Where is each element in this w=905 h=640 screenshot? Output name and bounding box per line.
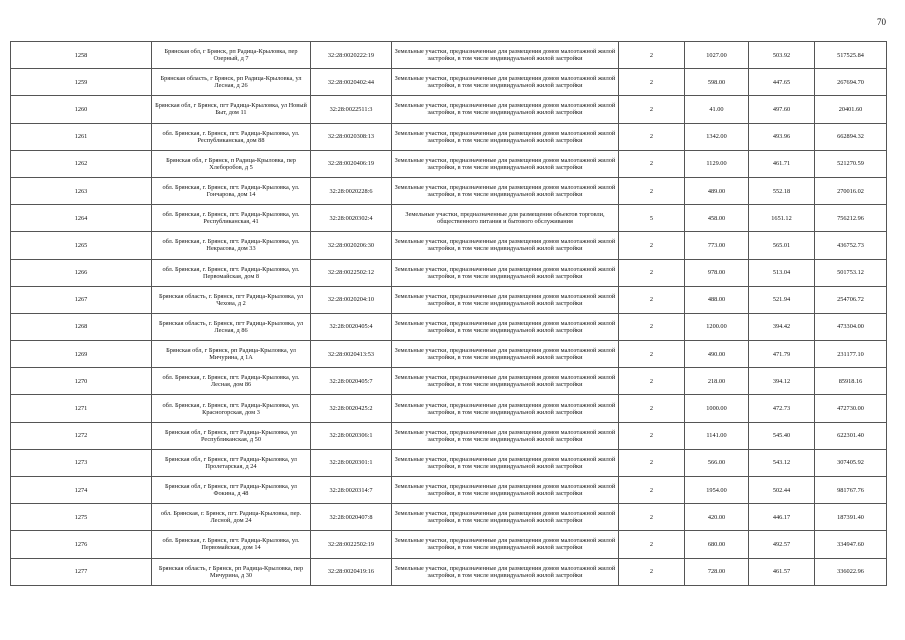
cadastral-value-cell: 622301.40 bbox=[815, 422, 887, 449]
cadastral-value-cell: 334947.60 bbox=[815, 531, 887, 558]
group-cell: 2 bbox=[619, 341, 685, 368]
address-cell: Брянская обл, г Брянск, пгт Радица-Крыловка, ул Фокина, д 48 bbox=[152, 477, 311, 504]
land-use-cell bbox=[392, 123, 619, 150]
address-cell: обл. Брянская, г. Брянск, пгт. Радица-Крыловка, ул. Первомайская, дом 14 bbox=[152, 531, 311, 558]
cadastral-number-cell: 32:28:0020406:19 bbox=[311, 150, 392, 177]
specific-value-cell: 565.01 bbox=[749, 232, 815, 259]
area-cell: 728.00 bbox=[685, 558, 749, 585]
group-cell: 2 bbox=[619, 259, 685, 286]
address-cell: обл. Брянская, г. Брянск, пгт. Радица-Крыловка, ул. Красногорская, дом 3 bbox=[152, 395, 311, 422]
land-use-text: Земельные участки, предназначенные для размещения домов малоэтажной жилой застройки, в том числе индивидуальной жилой застройки bbox=[394, 156, 616, 171]
cadastral-number-cell: 32:28:0020405:7 bbox=[311, 368, 392, 395]
cadastral-value-cell: 307405.92 bbox=[815, 449, 887, 476]
address-cell: обл. Брянская, г. Брянск, пгт. Радица-Крыловка, ул. Первомайская, дом 8 bbox=[152, 259, 311, 286]
group-cell: 2 bbox=[619, 177, 685, 204]
cadastral-number-cell: 32:28:0020222:19 bbox=[311, 42, 392, 69]
address-cell: Брянская обл, г Брянск, пгт Радица-Крыловка, ул Республиканская, д 50 bbox=[152, 422, 311, 449]
cadastral-number-cell: 32:28:0020405:4 bbox=[311, 313, 392, 340]
specific-value-cell: 394.42 bbox=[749, 313, 815, 340]
specific-value-cell: 521.94 bbox=[749, 286, 815, 313]
land-use-cell bbox=[392, 341, 619, 368]
land-use-text: Земельные участки, предназначенные для размещения домов малоэтажной жилой застройки, в том числе индивидуальной жилой застройки bbox=[394, 401, 616, 416]
table-row bbox=[11, 96, 887, 123]
area-cell: 1000.00 bbox=[685, 395, 749, 422]
land-use-cell bbox=[392, 531, 619, 558]
table-row bbox=[11, 477, 887, 504]
table-row bbox=[11, 531, 887, 558]
group-cell: 2 bbox=[619, 422, 685, 449]
cadastral-value-cell: 501753.12 bbox=[815, 259, 887, 286]
group-cell: 5 bbox=[619, 205, 685, 232]
address-cell: Брянская обл, г Брянск, пгт Радица-Крыловка, ул Пролетарская, д 24 bbox=[152, 449, 311, 476]
cadastral-number-cell: 32:28:0020314:7 bbox=[311, 477, 392, 504]
specific-value-cell: 492.57 bbox=[749, 531, 815, 558]
group-cell: 2 bbox=[619, 313, 685, 340]
land-use-cell bbox=[392, 96, 619, 123]
cadastral-value-cell: 473304.00 bbox=[815, 313, 887, 340]
table-row bbox=[11, 205, 887, 232]
specific-value-cell: 394.12 bbox=[749, 368, 815, 395]
specific-value-cell: 472.73 bbox=[749, 395, 815, 422]
row-number-cell: 1259 bbox=[11, 69, 152, 96]
address-cell: обл. Брянская, г. Брянск, пгт. Радица-Крыловка, ул. Гончарова, дом 14 bbox=[152, 177, 311, 204]
row-number-cell: 1261 bbox=[11, 123, 152, 150]
table-row bbox=[11, 69, 887, 96]
cadastral-value-cell: 436752.73 bbox=[815, 232, 887, 259]
group-cell: 2 bbox=[619, 69, 685, 96]
specific-value-cell: 447.65 bbox=[749, 69, 815, 96]
cadastral-number-cell: 32:28:0020419:16 bbox=[311, 558, 392, 585]
row-number-cell: 1274 bbox=[11, 477, 152, 504]
cadastral-value-cell: 187391.40 bbox=[815, 504, 887, 531]
table-row bbox=[11, 259, 887, 286]
cadastral-value-cell: 756212.96 bbox=[815, 205, 887, 232]
group-cell: 2 bbox=[619, 42, 685, 69]
address-cell: Брянская обл, г Брянск, рп Радица-Крыловка, ул Мичурина, д 1А bbox=[152, 341, 311, 368]
land-use-text: Земельные участки, предназначенные для размещения домов малоэтажной жилой застройки, в том числе индивидуальной жилой застройки bbox=[394, 374, 616, 389]
row-number-cell: 1263 bbox=[11, 177, 152, 204]
land-use-text: Земельные участки, предназначенные для размещения домов малоэтажной жилой застройки, в том числе индивидуальной жилой застройки bbox=[394, 510, 616, 525]
specific-value-cell: 461.57 bbox=[749, 558, 815, 585]
address-cell: Брянская обл, г Брянск, пгт Радица-Крыловка, ул Новый Быт, дом 11 bbox=[152, 96, 311, 123]
cadastral-value-cell: 521270.59 bbox=[815, 150, 887, 177]
cadastral-number-cell: 32:28:0022511:3 bbox=[311, 96, 392, 123]
cadastral-value-cell: 981767.76 bbox=[815, 477, 887, 504]
row-number-cell: 1276 bbox=[11, 531, 152, 558]
land-use-text: Земельные участки, предназначенные для размещения домов малоэтажной жилой застройки, в том числе индивидуальной жилой застройки bbox=[394, 292, 616, 307]
address-cell: обл. Брянская, г. Брянск, пгт. Радица-Крыловка, ул. Республиканская, дом 88 bbox=[152, 123, 311, 150]
address-cell: Брянская обл, г Брянск, п Радица-Крыловка, пер Хлеборобов, д 5 bbox=[152, 150, 311, 177]
address-cell: Брянская область, г. Брянск, пгт Радица-Крыловка, ул Чехова, д 2 bbox=[152, 286, 311, 313]
cadastral-value-cell: 85918.16 bbox=[815, 368, 887, 395]
cadastral-value-cell: 662894.32 bbox=[815, 123, 887, 150]
area-cell: 566.00 bbox=[685, 449, 749, 476]
land-use-cell bbox=[392, 558, 619, 585]
land-use-text: Земельные участки, предназначенные для размещения домов малоэтажной жилой застройки, в том числе индивидуальной жилой застройки bbox=[394, 184, 616, 199]
table-row bbox=[11, 422, 887, 449]
group-cell: 2 bbox=[619, 477, 685, 504]
land-use-cell bbox=[392, 42, 619, 69]
area-cell: 41.00 bbox=[685, 96, 749, 123]
table-row bbox=[11, 395, 887, 422]
specific-value-cell: 503.92 bbox=[749, 42, 815, 69]
land-use-cell bbox=[392, 69, 619, 96]
cadastral-number-cell: 32:28:0020413:53 bbox=[311, 341, 392, 368]
land-use-text: Земельные участки, предназначенные для размещения домов малоэтажной жилой застройки, в том числе индивидуальной жилой застройки bbox=[394, 455, 616, 470]
cadastral-number-cell: 32:28:0020402:44 bbox=[311, 69, 392, 96]
land-use-text: Земельные участки, предназначенные для размещения домов малоэтажной жилой застройки, в том числе индивидуальной жилой застройки bbox=[394, 428, 616, 443]
area-cell: 1342.00 bbox=[685, 123, 749, 150]
group-cell: 2 bbox=[619, 123, 685, 150]
land-use-cell bbox=[392, 177, 619, 204]
area-cell: 420.00 bbox=[685, 504, 749, 531]
area-cell: 1027.00 bbox=[685, 42, 749, 69]
land-use-cell bbox=[392, 150, 619, 177]
specific-value-cell: 493.96 bbox=[749, 123, 815, 150]
cadastral-value-cell: 336022.96 bbox=[815, 558, 887, 585]
row-number-cell: 1272 bbox=[11, 422, 152, 449]
group-cell: 2 bbox=[619, 96, 685, 123]
land-use-cell bbox=[392, 449, 619, 476]
table-row bbox=[11, 177, 887, 204]
row-number-cell: 1271 bbox=[11, 395, 152, 422]
address-cell: обл. Брянская, г. Брянск, пгт. Радица-Крыловка, пер. Лесной, дом 24 bbox=[152, 504, 311, 531]
group-cell: 2 bbox=[619, 232, 685, 259]
address-cell: обл. Брянская, г. Брянск, пгт. Радица-Крыловка, ул. Республиканская, 41 bbox=[152, 205, 311, 232]
row-number-cell: 1258 bbox=[11, 42, 152, 69]
address-cell: Брянская обл, г Брянск, рп Радица-Крыловка, пер Озерный, д 7 bbox=[152, 42, 311, 69]
row-number-cell: 1277 bbox=[11, 558, 152, 585]
cadastral-number-cell: 32:28:0020306:1 bbox=[311, 422, 392, 449]
table-row bbox=[11, 123, 887, 150]
land-use-cell bbox=[392, 422, 619, 449]
cadastral-value-cell: 20401.60 bbox=[815, 96, 887, 123]
land-use-cell bbox=[392, 232, 619, 259]
area-cell: 680.00 bbox=[685, 531, 749, 558]
table-row bbox=[11, 150, 887, 177]
area-cell: 488.00 bbox=[685, 286, 749, 313]
group-cell: 2 bbox=[619, 150, 685, 177]
specific-value-cell: 1651.12 bbox=[749, 205, 815, 232]
land-registry-table bbox=[10, 41, 887, 586]
land-use-text: Земельные участки, предназначенные для размещения объектов торговли, общественного питания и бытового обслуживания bbox=[405, 211, 605, 226]
address-cell: Брянская область, г Брянск, рп Радица-Крыловка, пер Мичурина, д 30 bbox=[152, 558, 311, 585]
specific-value-cell: 513.04 bbox=[749, 259, 815, 286]
land-use-text: Земельные участки, предназначенные для размещения домов малоэтажной жилой застройки, в том числе индивидуальной жилой застройки bbox=[394, 537, 616, 552]
row-number-cell: 1268 bbox=[11, 313, 152, 340]
table-row bbox=[11, 558, 887, 585]
cadastral-number-cell: 32:28:0020204:10 bbox=[311, 286, 392, 313]
cadastral-value-cell: 254706.72 bbox=[815, 286, 887, 313]
row-number-cell: 1273 bbox=[11, 449, 152, 476]
cadastral-value-cell: 231177.10 bbox=[815, 341, 887, 368]
land-use-text: Земельные участки, предназначенные для размещения домов малоэтажной жилой застройки, в том числе индивидуальной жилой застройки bbox=[394, 102, 616, 117]
land-use-cell bbox=[392, 205, 619, 232]
land-use-text: Земельные участки, предназначенные для размещения домов малоэтажной жилой застройки, в том числе индивидуальной жилой застройки bbox=[394, 483, 616, 498]
row-number-cell: 1262 bbox=[11, 150, 152, 177]
table-row bbox=[11, 232, 887, 259]
cadastral-number-cell: 32:28:0020407:8 bbox=[311, 504, 392, 531]
cadastral-number-cell: 32:28:0020301:1 bbox=[311, 449, 392, 476]
land-use-text: Земельные участки, предназначенные для размещения домов малоэтажной жилой застройки, в том числе индивидуальной жилой застройки bbox=[394, 75, 616, 90]
cadastral-number-cell: 32:28:0020308:13 bbox=[311, 123, 392, 150]
table-row bbox=[11, 313, 887, 340]
land-use-text: Земельные участки, предназначенные для размещения домов малоэтажной жилой застройки, в том числе индивидуальной жилой застройки bbox=[394, 129, 616, 144]
row-number-cell: 1266 bbox=[11, 259, 152, 286]
specific-value-cell: 552.18 bbox=[749, 177, 815, 204]
group-cell: 2 bbox=[619, 558, 685, 585]
group-cell: 2 bbox=[619, 449, 685, 476]
table-row bbox=[11, 341, 887, 368]
cadastral-value-cell: 472730.00 bbox=[815, 395, 887, 422]
area-cell: 978.00 bbox=[685, 259, 749, 286]
address-cell: Брянская область, г. Брянск, пгт Радица-Крыловка, ул Лесная, д 86 bbox=[152, 313, 311, 340]
area-cell: 1200.00 bbox=[685, 313, 749, 340]
address-cell: обл. Брянская, г. Брянск, пгт. Радица-Крыловка, ул. Некрасова, дом 33 bbox=[152, 232, 311, 259]
area-cell: 489.00 bbox=[685, 177, 749, 204]
row-number-cell: 1265 bbox=[11, 232, 152, 259]
row-number-cell: 1260 bbox=[11, 96, 152, 123]
land-use-text: Земельные участки, предназначенные для размещения домов малоэтажной жилой застройки, в том числе индивидуальной жилой застройки bbox=[394, 564, 616, 579]
cadastral-value-cell: 267694.70 bbox=[815, 69, 887, 96]
specific-value-cell: 471.79 bbox=[749, 341, 815, 368]
area-cell: 490.00 bbox=[685, 341, 749, 368]
address-cell: Брянская область, г Брянск, рп Радица-Крыловка, ул Лесная, д 26 bbox=[152, 69, 311, 96]
group-cell: 2 bbox=[619, 395, 685, 422]
table-row bbox=[11, 286, 887, 313]
land-use-cell bbox=[392, 477, 619, 504]
group-cell: 2 bbox=[619, 531, 685, 558]
land-use-text: Земельные участки, предназначенные для размещения домов малоэтажной жилой застройки, в том числе индивидуальной жилой застройки bbox=[394, 238, 616, 253]
specific-value-cell: 543.12 bbox=[749, 449, 815, 476]
table-row bbox=[11, 504, 887, 531]
specific-value-cell: 502.44 bbox=[749, 477, 815, 504]
group-cell: 2 bbox=[619, 286, 685, 313]
group-cell: 2 bbox=[619, 504, 685, 531]
area-cell: 218.00 bbox=[685, 368, 749, 395]
land-use-cell bbox=[392, 368, 619, 395]
cadastral-number-cell: 32:28:0020206:30 bbox=[311, 232, 392, 259]
cadastral-number-cell: 32:28:0020302:4 bbox=[311, 205, 392, 232]
cadastral-number-cell: 32:28:0022502:12 bbox=[311, 259, 392, 286]
table-row bbox=[11, 42, 887, 69]
area-cell: 458.00 bbox=[685, 205, 749, 232]
cadastral-number-cell: 32:28:0022502:19 bbox=[311, 531, 392, 558]
address-cell: обл. Брянская, г. Брянск, пгт. Радица-Крыловка, ул. Лесная, дом 86 bbox=[152, 368, 311, 395]
area-cell: 598.00 bbox=[685, 69, 749, 96]
land-use-text: Земельные участки, предназначенные для размещения домов малоэтажной жилой застройки, в том числе индивидуальной жилой застройки bbox=[394, 265, 616, 280]
cadastral-number-cell: 32:28:0020228:6 bbox=[311, 177, 392, 204]
table-row bbox=[11, 368, 887, 395]
specific-value-cell: 545.40 bbox=[749, 422, 815, 449]
area-cell: 1141.00 bbox=[685, 422, 749, 449]
row-number-cell: 1269 bbox=[11, 341, 152, 368]
cadastral-value-cell: 517525.84 bbox=[815, 42, 887, 69]
page-number: 70 bbox=[877, 17, 886, 27]
group-cell: 2 bbox=[619, 368, 685, 395]
row-number-cell: 1275 bbox=[11, 504, 152, 531]
cadastral-value-cell: 270016.02 bbox=[815, 177, 887, 204]
land-use-cell bbox=[392, 286, 619, 313]
land-use-cell bbox=[392, 259, 619, 286]
specific-value-cell: 446.17 bbox=[749, 504, 815, 531]
cadastral-number-cell: 32:28:0020425:2 bbox=[311, 395, 392, 422]
table-body bbox=[11, 42, 887, 586]
land-use-text: Земельные участки, предназначенные для размещения домов малоэтажной жилой застройки, в том числе индивидуальной жилой застройки bbox=[394, 319, 616, 334]
land-use-cell bbox=[392, 313, 619, 340]
land-use-text: Земельные участки, предназначенные для размещения домов малоэтажной жилой застройки, в том числе индивидуальной жилой застройки bbox=[394, 48, 616, 63]
row-number-cell: 1270 bbox=[11, 368, 152, 395]
land-use-cell bbox=[392, 504, 619, 531]
land-use-text: Земельные участки, предназначенные для размещения домов малоэтажной жилой застройки, в том числе индивидуальной жилой застройки bbox=[394, 347, 616, 362]
area-cell: 773.00 bbox=[685, 232, 749, 259]
specific-value-cell: 497.60 bbox=[749, 96, 815, 123]
row-number-cell: 1267 bbox=[11, 286, 152, 313]
area-cell: 1129.00 bbox=[685, 150, 749, 177]
table-row bbox=[11, 449, 887, 476]
specific-value-cell: 461.71 bbox=[749, 150, 815, 177]
row-number-cell: 1264 bbox=[11, 205, 152, 232]
land-use-cell bbox=[392, 395, 619, 422]
area-cell: 1954.00 bbox=[685, 477, 749, 504]
